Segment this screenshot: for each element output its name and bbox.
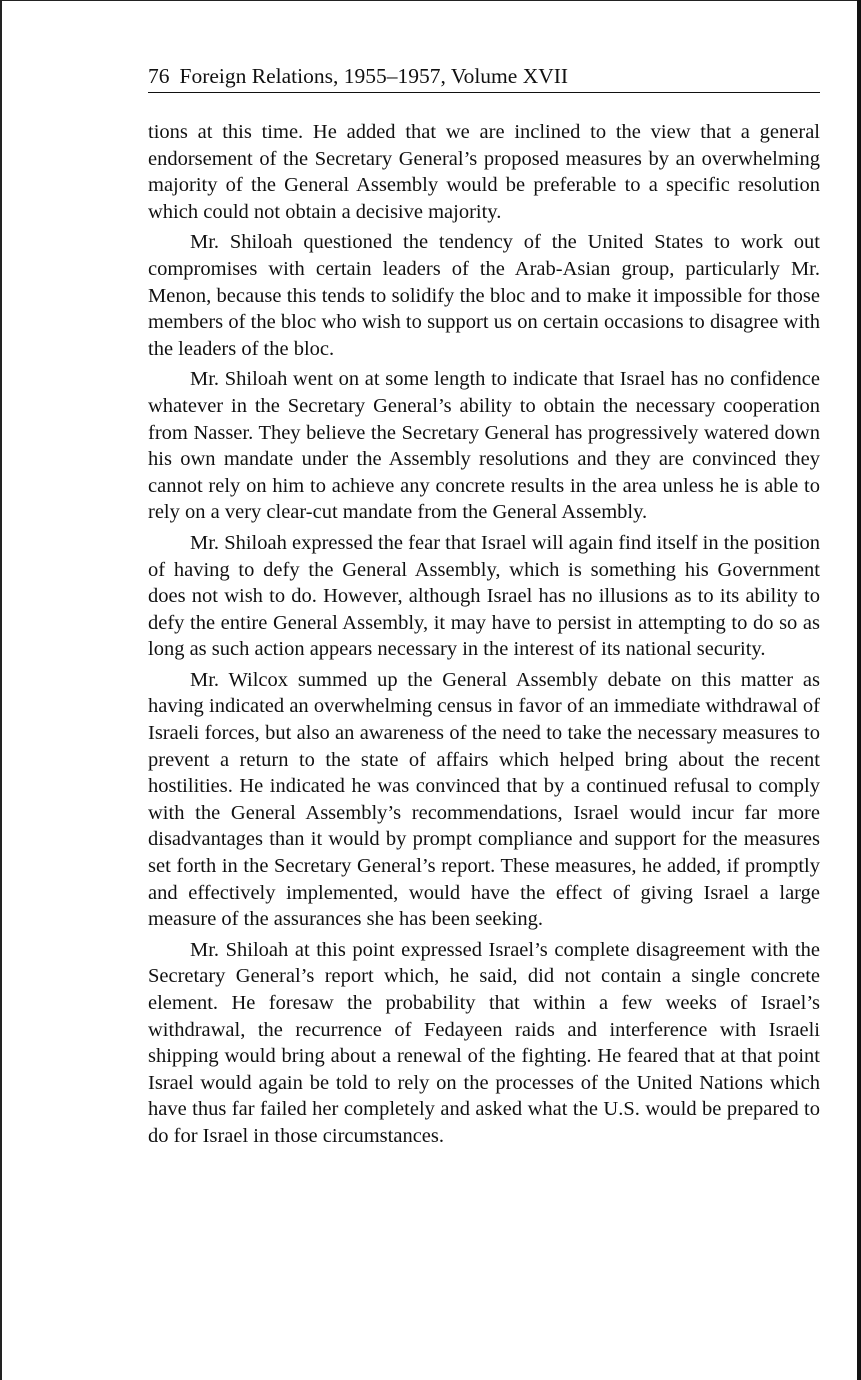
paragraph: Mr. Shiloah expressed the fear that Israel will again find itself in the position of having to defy the General Assembly, which is something his Government does not wish to do. However, although Israel has no illusions as to its ability to defy the entire General Assembly, it may have to persist in attempting to do so as long as such action appears necessary in the interest of its national security.: [148, 531, 820, 661]
running-title: Foreign Relations, 1955–1957, Volume XVII: [179, 64, 569, 88]
body-text: [148, 119, 820, 1154]
page-edge-top: [0, 0, 861, 1]
paragraph: Mr. Wilcox summed up the General Assembly debate on this matter as having indicated an overwhelming census in favor of an immediate withdrawal of Israeli forces, but also an awareness of the need to take the necessary measures to prevent a return to the state of affairs which helped bring about the recent hostilities. He indicated he was convinced that by a continued refusal to comply with the General Assembly’s recommendations, Israel would incur far more disadvantages than it would by prompt compliance and support for the measures set forth in the Secretary General’s report. These measures, he added, if promptly and effectively implemented, would have the effect of giving Israel a large measure of the assurances she has been seeking.: [148, 668, 820, 931]
paragraph-continued: tions at this time. He added that we are inclined to the view that a general endorsement of the Secretary General’s proposed measures by an overwhelming majority of the General Assembly would be preferable to a specific resolution which could not obtain a decisive majority.: [148, 121, 820, 223]
page-number: 76: [148, 64, 170, 88]
paragraph: Mr. Shiloah questioned the tendency of the United States to work out compromises with certain leaders of the Arab-Asian group, particularly Mr. Menon, because this tends to solidify the bloc and to make it impossible for those members of the bloc who wish to support us on certain occasions to disagree with the leaders of the bloc.: [148, 231, 820, 360]
running-head: [148, 62, 820, 93]
page-edge-left: [0, 0, 2, 1380]
paragraph: Mr. Shiloah went on at some length to indicate that Israel has no confidence whatever in the Secretary General’s ability to obtain the necessary cooperation from Nasser. They believe the Secretary General has progressively watered down his own mandate under the Assembly resolutions and they are convinced they cannot rely on him to achieve any concrete results in the area unless he is able to rely on a very clear-cut mandate from the General Assembly.: [148, 368, 820, 524]
paragraph: Mr. Shiloah at this point expressed Israel’s complete disagreement with the Secretary General’s report which, he said, did not contain a single concrete element. He foresaw the probability that within a few weeks of Israel’s withdrawal, the recurrence of Fedayeen raids and interference with Israeli shipping would bring about a renewal of the fighting. He feared that at that point Israel would again be told to rely on the processes of the United Nations which have thus far failed her completely and asked what the U.S. would be prepared to do for Israel in those circumstances.: [148, 938, 820, 1147]
page-edge-right: [857, 0, 861, 1380]
